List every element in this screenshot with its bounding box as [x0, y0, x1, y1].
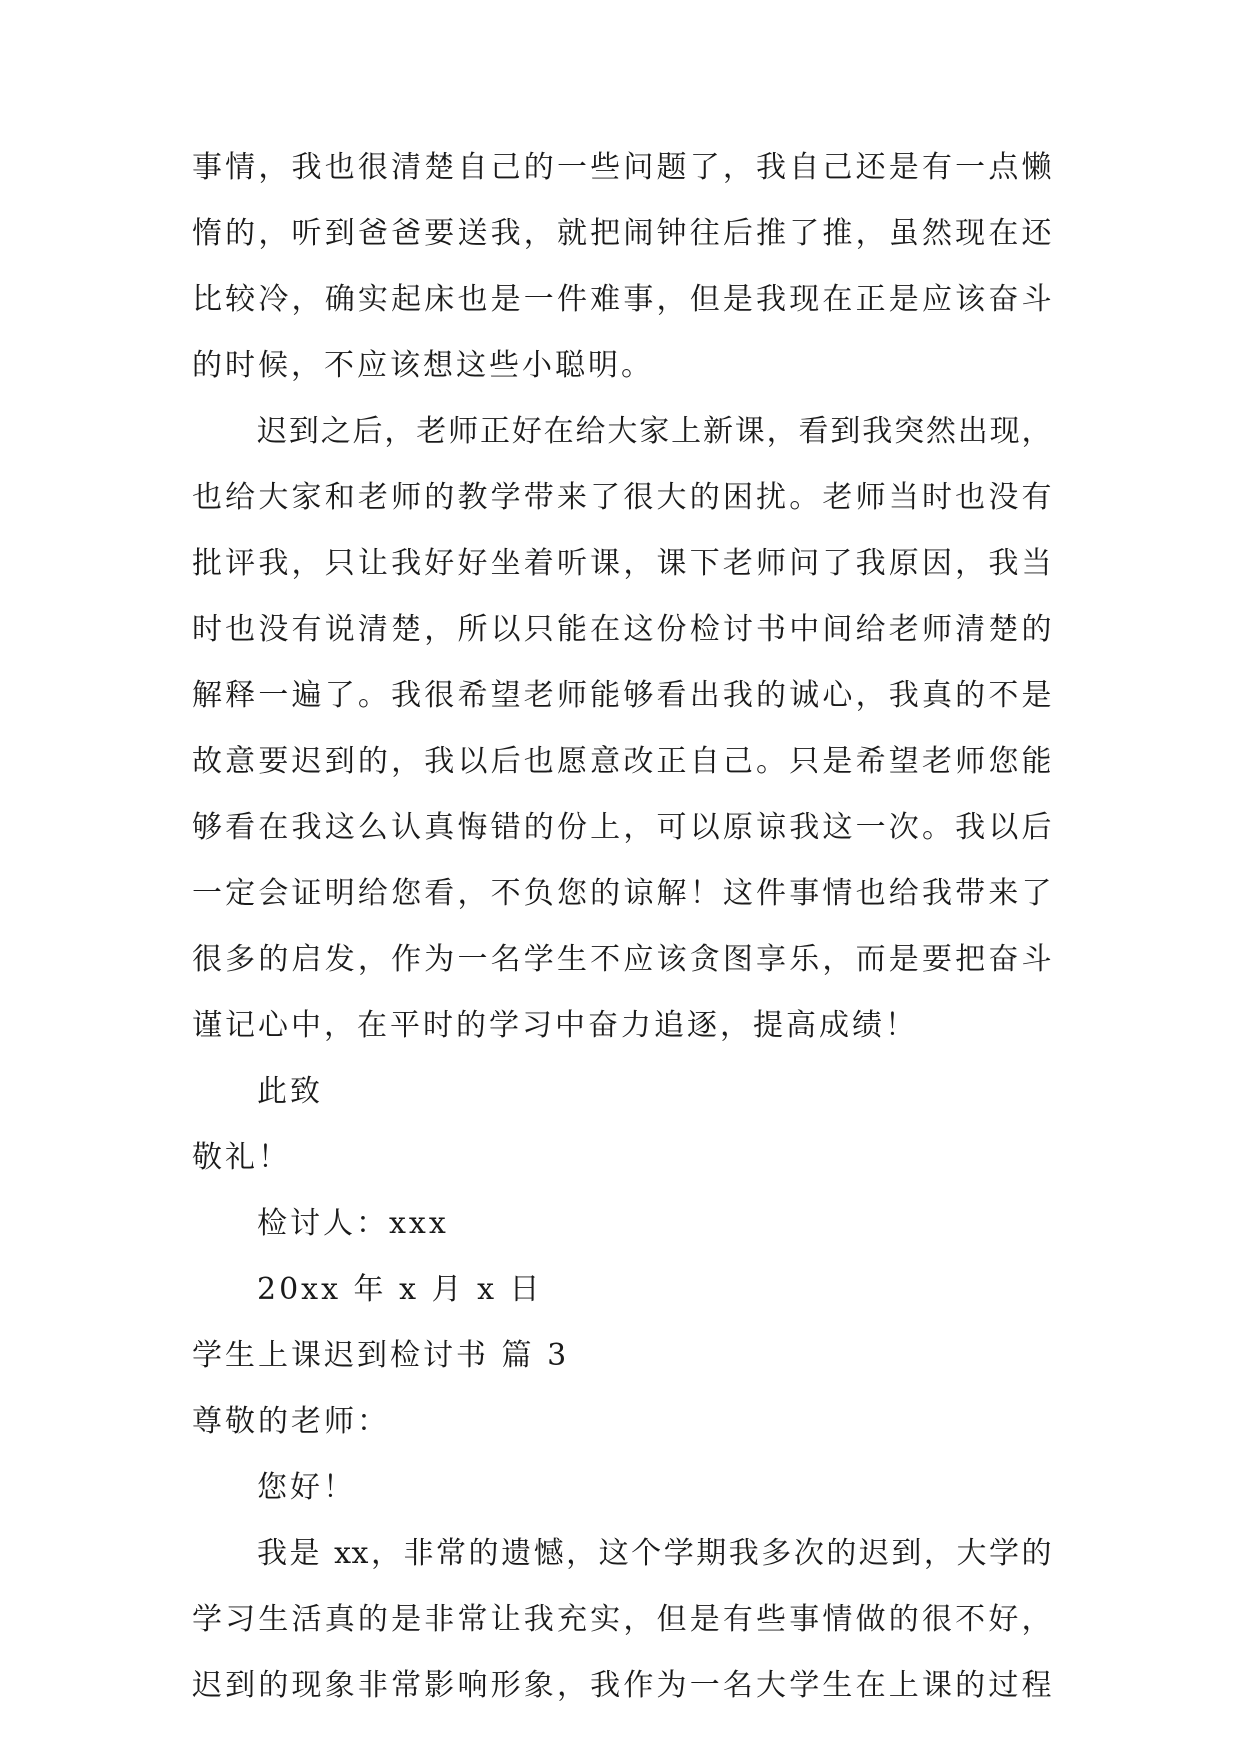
greeting-hello: 您好！: [257, 1470, 356, 1505]
body-line: 解释一遍了。我很希望老师能够看出我的诚心，我真的不是: [192, 678, 1052, 713]
body-line: 很多的启发，作为一名学生不应该贪图享乐，而是要把奋斗: [192, 942, 1052, 977]
closing-salutation: 此致: [257, 1074, 323, 1109]
body-line: 时也没有说清楚，所以只能在这份检讨书中间给老师清楚的: [192, 612, 1052, 647]
body-line: 比较冷，确实起床也是一件难事，但是我现在正是应该奋斗: [192, 282, 1052, 317]
body-line: 学习生活真的是非常让我充实，但是有些事情做的很不好，: [192, 1602, 1052, 1637]
signature-name: 检讨人：xxx: [257, 1206, 449, 1241]
body-line: 批评我，只让我好好坐着听课，课下老师问了我原因，我当: [192, 546, 1052, 581]
body-line: 谨记心中，在平时的学习中奋力追逐，提高成绩！: [192, 1008, 918, 1043]
body-line: 也给大家和老师的教学带来了很大的困扰。老师当时也没有: [192, 480, 1052, 515]
greeting: 尊敬的老师：: [192, 1404, 390, 1439]
paragraph-first-line: 迟到之后，老师正好在给大家上新课，看到我突然出现，: [257, 414, 1052, 449]
paragraph-first-line: 我是 xx，非常的遗憾，这个学期我多次的迟到，大学的: [257, 1536, 1052, 1571]
body-line: 故意要迟到的，我以后也愿意改正自己。只是希望老师您能: [192, 744, 1052, 779]
closing-regards: 敬礼！: [192, 1140, 291, 1175]
body-line: 惰的，听到爸爸要送我，就把闹钟往后推了推，虽然现在还: [192, 216, 1052, 251]
signature-date: 20xx 年 x 月 x 日: [257, 1272, 543, 1307]
body-line: 事情，我也很清楚自己的一些问题了，我自己还是有一点懒: [192, 150, 1052, 185]
body-line: 一定会证明给您看，不负您的谅解！这件事情也给我带来了: [192, 876, 1052, 911]
body-line: 迟到的现象非常影响形象，我作为一名大学生在上课的过程: [192, 1668, 1052, 1703]
section-heading: 学生上课迟到检讨书 篇 3: [192, 1338, 570, 1373]
body-line: 的时候，不应该想这些小聪明。: [192, 348, 654, 383]
body-line: 够看在我这么认真悔错的份上，可以原谅我这一次。我以后: [192, 810, 1052, 845]
